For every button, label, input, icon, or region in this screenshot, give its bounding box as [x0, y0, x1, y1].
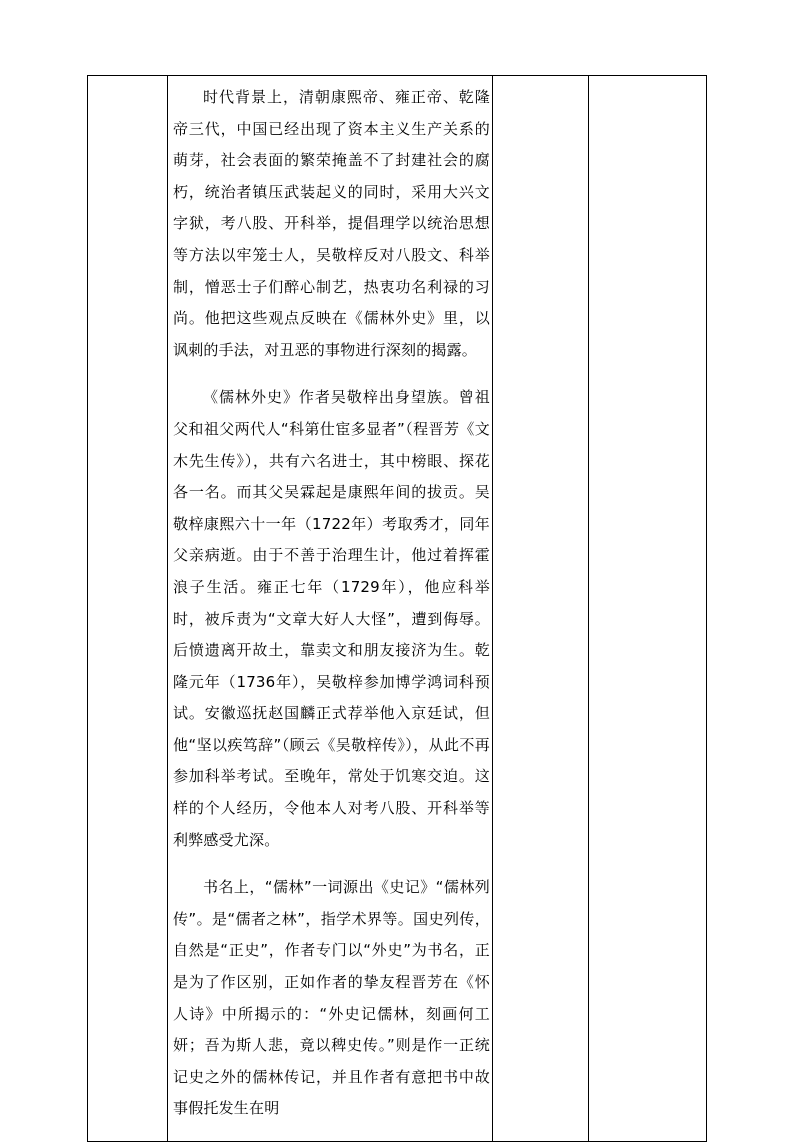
middle-empty-cell	[493, 76, 589, 1142]
table-row	[88, 76, 707, 1142]
left-empty-cell	[88, 76, 168, 1142]
right-empty-cell	[589, 76, 707, 1142]
paragraph-background: 时代背景上，清朝康熙帝、雍正帝、乾隆帝三代，中国已经出现了资本主义生产关系的萌芽，社会表面的繁荣掩盖不了封建社会的腐朽，统治者镇压武装起义的同时，采用大兴文字狱，考八股、开科举，提倡理学以统治思想等方法以牢笼士人，吴敬梓反对八股文、科举制，憎恶士子们醉心制艺，热衷功名利禄的习尚。他把这些观点反映在《儒林外史》里，以讽刺的手法，对丑恶的事物进行深刻的揭露。	[173, 88, 490, 359]
lesson-table	[87, 75, 707, 1142]
paragraph-author: 《儒林外史》作者吴敬梓出身望族。曾祖父和祖父两代人“科第仕宦多显者”（程晋芳《文木先生传》），共有六名进士，其中榜眼、探花各一名。而其父吴霖起是康熙年间的拔贡。吴敬梓康熙六十一年（1722年）考取秀才，同年父亲病逝。由于不善于治理生计，他过着挥霍浪子生活。雍正七年（1729年），他应科举时，被斥责为“文章大好人大怪”，遭到侮辱。后愤遗离开故土，靠卖文和朋友接济为生。乾隆元年（1736年），吴敬梓参加博学鸿词科预试。安徽巡抚赵国麟正式荐举他入京廷试，但他“坚以疾笃辞”（顾云《吴敬梓传》），从此不再参加科举考试。至晚年，常处于饥寒交迫。这样的个人经历，令他本人对考八股、开科举等利弊感受尤深。	[173, 388, 490, 849]
content-cell	[168, 76, 493, 1142]
paragraph-title: 书名上，“儒林”一词源出《史记》“儒林列传”。是“儒者之林”，指学术界等。国史列传，自然是“正史”，作者专门以“外史”为书名，正是为了作区别，正如作者的挚友程晋芳在《怀人诗》中所揭示的：“外史记儒林，刻画何工妍；吾为斯人悲，竟以稗史传。”则是作一正统记史之外的儒林传记，并且作者有意把书中故事假托发生在明	[173, 878, 490, 1118]
